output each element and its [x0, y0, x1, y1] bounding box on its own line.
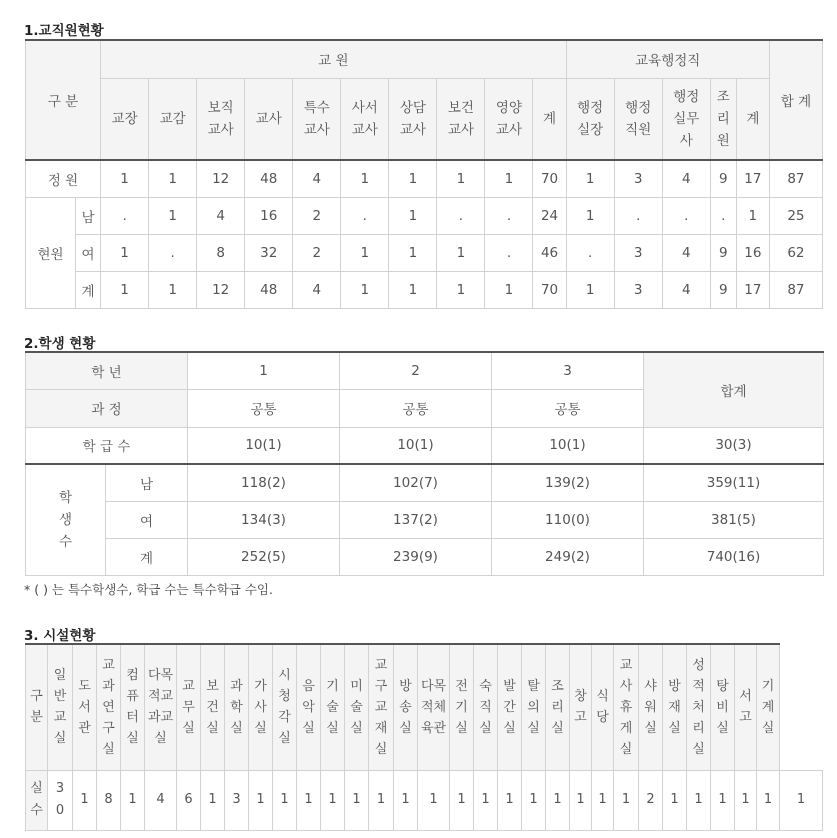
facility-count: 1 [780, 770, 823, 830]
facility-header: 방 재 실 [663, 644, 687, 770]
table-cell: 110(0) [492, 501, 644, 538]
table-cell: 249(2) [492, 538, 644, 575]
facility-header: 도 서 관 [73, 644, 97, 770]
staff-col-header: 행정 직원 [614, 78, 662, 160]
staff-row-label: 남 [76, 197, 101, 234]
table-cell: 1 [736, 197, 769, 234]
table-row [26, 234, 823, 271]
table-cell: 1 [341, 271, 389, 308]
staff-col-header: 특수 교사 [293, 78, 341, 160]
facility-count: 1 [121, 770, 145, 830]
table-cell: 1 [389, 234, 437, 271]
facility-count: 1 [345, 770, 369, 830]
facility-header: 발 간 실 [498, 644, 522, 770]
facility-header: 샤 워 실 [639, 644, 663, 770]
staff-row-label: 계 [76, 271, 101, 308]
table-cell: . [149, 234, 197, 271]
table-cell: 239(9) [340, 538, 492, 575]
student-total-label: 합계 [644, 352, 824, 427]
staff-col-header: 교장 [101, 78, 149, 160]
table-cell: 1 [437, 160, 485, 197]
table-cell: 25 [769, 197, 822, 234]
facility-count: 3 [225, 770, 249, 830]
facility-count: 1 [663, 770, 687, 830]
table-cell: 118(2) [188, 464, 340, 501]
table-cell: 9 [710, 271, 736, 308]
table-row [26, 160, 823, 197]
table-cell: 46 [533, 234, 566, 271]
table-cell: 12 [197, 271, 245, 308]
facility-header: 보 건 실 [201, 644, 225, 770]
facility-header: 구 분 [26, 644, 48, 770]
facility-header: 교 무 실 [177, 644, 201, 770]
staff-col-header: 행정 실무 사 [662, 78, 710, 160]
facility-header: 탈 의 실 [522, 644, 546, 770]
course-1: 공통 [188, 389, 340, 427]
table-cell: 1 [101, 160, 149, 197]
facility-count: 1 [321, 770, 345, 830]
student-section-title: 2.학생 현황 [24, 336, 96, 352]
table-cell: 4 [197, 197, 245, 234]
table-cell: 3 [614, 234, 662, 271]
table-cell: 17 [736, 160, 769, 197]
facility-count: 1 [201, 770, 225, 830]
facility-header: 컴 퓨 터 실 [121, 644, 145, 770]
table-cell: 1 [149, 271, 197, 308]
facility-header: 조 리 실 [546, 644, 570, 770]
table-cell: . [485, 197, 533, 234]
facility-count: 1 [418, 770, 450, 830]
table-cell: 1 [101, 271, 149, 308]
table-cell: 1 [437, 234, 485, 271]
facility-count: 1 [757, 770, 780, 830]
table-cell: 1 [149, 197, 197, 234]
facility-table [25, 643, 823, 831]
classes-grade-1: 10(1) [188, 427, 340, 464]
student-count-label: 학 생 수 [26, 464, 106, 575]
facility-section-title: 3. 시설현황 [24, 628, 96, 644]
facility-count: 1 [546, 770, 570, 830]
table-cell: 48 [245, 160, 293, 197]
table-cell: 87 [769, 271, 822, 308]
table-cell: 381(5) [644, 501, 824, 538]
facility-count: 1 [369, 770, 394, 830]
course-label: 과 정 [26, 389, 188, 427]
table-cell: 1 [566, 160, 614, 197]
facility-count: 1 [450, 770, 474, 830]
table-cell: 3 [614, 160, 662, 197]
table-cell: . [437, 197, 485, 234]
student-row-label: 계 [106, 538, 188, 575]
facility-header: 탕 비 실 [711, 644, 735, 770]
student-note: * ( ) 는 특수학생수, 학급 수는 특수학급 수임. [24, 582, 273, 597]
table-cell: . [341, 197, 389, 234]
grade-3: 3 [492, 352, 644, 389]
staff-col-header: 행정 실장 [566, 78, 614, 160]
table-cell: 740(16) [644, 538, 824, 575]
facility-count: 1 [522, 770, 546, 830]
table-cell: . [485, 234, 533, 271]
table-cell: 4 [662, 160, 710, 197]
table-cell: 4 [293, 160, 341, 197]
facility-header: 음 악 실 [297, 644, 321, 770]
facility-count: 1 [592, 770, 614, 830]
facility-count: 1 [735, 770, 757, 830]
table-cell: . [566, 234, 614, 271]
table-cell: 62 [769, 234, 822, 271]
table-cell: 137(2) [340, 501, 492, 538]
staff-row-label: 정 원 [26, 160, 101, 197]
facility-count: 1 [570, 770, 592, 830]
facility-header: 전 기 실 [450, 644, 474, 770]
facility-header: 숙 직 실 [474, 644, 498, 770]
table-cell: 2 [293, 197, 341, 234]
staff-section-title: 1.교직원현황 [24, 23, 104, 39]
facility-count: 1 [394, 770, 418, 830]
staff-table [25, 39, 823, 309]
table-cell: 8 [197, 234, 245, 271]
table-cell: 1 [389, 271, 437, 308]
staff-header-category: 구 분 [26, 40, 101, 160]
table-row [26, 501, 824, 538]
facility-header: 서 고 [735, 644, 757, 770]
table-cell: 32 [245, 234, 293, 271]
facility-count: 6 [177, 770, 201, 830]
table-cell: . [662, 197, 710, 234]
table-cell: 87 [769, 160, 822, 197]
table-cell: 1 [101, 234, 149, 271]
table-row [26, 271, 823, 308]
table-cell: 4 [662, 234, 710, 271]
table-cell: . [101, 197, 149, 234]
table-cell: 1 [389, 197, 437, 234]
staff-col-header: 보건 교사 [437, 78, 485, 160]
facility-header: 교 과 연 구 실 [97, 644, 121, 770]
table-row [26, 464, 824, 501]
staff-col-header: 영양 교사 [485, 78, 533, 160]
table-cell: 16 [736, 234, 769, 271]
table-cell: 3 [614, 271, 662, 308]
staff-header-teachers: 교 원 [101, 40, 567, 78]
table-cell: 1 [149, 160, 197, 197]
table-cell: 359(11) [644, 464, 824, 501]
grade-2: 2 [340, 352, 492, 389]
staff-col-header: 교감 [149, 78, 197, 160]
table-cell: 139(2) [492, 464, 644, 501]
facility-header: 교 구 교 재 실 [369, 644, 394, 770]
table-cell: 17 [736, 271, 769, 308]
staff-current-label: 현원 [26, 197, 76, 308]
classes-label: 학 급 수 [26, 427, 188, 464]
staff-header-admin: 교육행정직 [566, 40, 769, 78]
staff-row-label: 여 [76, 234, 101, 271]
facility-count: 8 [97, 770, 121, 830]
grade-1: 1 [188, 352, 340, 389]
table-cell: 70 [533, 271, 566, 308]
classes-grade-3: 10(1) [492, 427, 644, 464]
table-cell: 1 [485, 271, 533, 308]
facility-header: 미 술 실 [345, 644, 369, 770]
student-row-label: 남 [106, 464, 188, 501]
facility-header: 일 반 교 실 [48, 644, 73, 770]
facility-header: 기 계 실 [757, 644, 780, 770]
table-cell: 4 [662, 271, 710, 308]
facility-header: 과 학 실 [225, 644, 249, 770]
staff-col-header: 보직 교사 [197, 78, 245, 160]
course-3: 공통 [492, 389, 644, 427]
table-cell: 16 [245, 197, 293, 234]
facility-count: 1 [711, 770, 735, 830]
table-cell: 102(7) [340, 464, 492, 501]
facility-count: 1 [249, 770, 273, 830]
table-cell: 9 [710, 234, 736, 271]
facility-header: 창 고 [570, 644, 592, 770]
facility-count: 1 [498, 770, 522, 830]
classes-grade-2: 10(1) [340, 427, 492, 464]
table-cell: 1 [437, 271, 485, 308]
table-cell: 1 [566, 271, 614, 308]
facility-count: 1 [73, 770, 97, 830]
staff-col-header: 계 [533, 78, 566, 160]
table-cell: 1 [341, 160, 389, 197]
facility-row-label: 실 수 [26, 770, 48, 830]
table-cell: 1 [389, 160, 437, 197]
facility-header: 다목 적교 과교 실 [145, 644, 177, 770]
staff-col-header: 교사 [245, 78, 293, 160]
staff-col-header: 상담 교사 [389, 78, 437, 160]
staff-col-header: 조 리 원 [710, 78, 736, 160]
facility-header: 다목 적체 육관 [418, 644, 450, 770]
facility-header: 시 청 각 실 [273, 644, 297, 770]
table-cell: 134(3) [188, 501, 340, 538]
student-row-label: 여 [106, 501, 188, 538]
table-cell: . [710, 197, 736, 234]
table-cell: 70 [533, 160, 566, 197]
facility-count: 1 [687, 770, 711, 830]
facility-count: 2 [639, 770, 663, 830]
table-cell: 4 [293, 271, 341, 308]
facility-count: 1 [297, 770, 321, 830]
table-cell: 24 [533, 197, 566, 234]
table-cell: . [614, 197, 662, 234]
facility-header: 기 술 실 [321, 644, 345, 770]
facility-count: 4 [145, 770, 177, 830]
facility-header: 식 당 [592, 644, 614, 770]
table-cell: 48 [245, 271, 293, 308]
table-row [26, 197, 823, 234]
facility-header: 가 사 실 [249, 644, 273, 770]
staff-header-total: 합 계 [769, 40, 822, 160]
facility-count: 3 0 [48, 770, 73, 830]
staff-col-header: 사서 교사 [341, 78, 389, 160]
facility-header: 성 적 처 리 실 [687, 644, 711, 770]
table-cell: 2 [293, 234, 341, 271]
table-cell: 1 [566, 197, 614, 234]
facility-header: 방 송 실 [394, 644, 418, 770]
facility-header: 교 사 휴 게 실 [614, 644, 639, 770]
classes-total: 30(3) [644, 427, 824, 464]
grade-label: 학 년 [26, 352, 188, 389]
table-cell: 1 [341, 234, 389, 271]
facility-count: 1 [273, 770, 297, 830]
course-2: 공통 [340, 389, 492, 427]
facility-count: 1 [614, 770, 639, 830]
table-cell: 1 [485, 160, 533, 197]
table-row [26, 538, 824, 575]
staff-col-header: 계 [736, 78, 769, 160]
table-cell: 252(5) [188, 538, 340, 575]
student-table [25, 351, 824, 576]
facility-count: 1 [474, 770, 498, 830]
table-cell: 9 [710, 160, 736, 197]
table-cell: 12 [197, 160, 245, 197]
